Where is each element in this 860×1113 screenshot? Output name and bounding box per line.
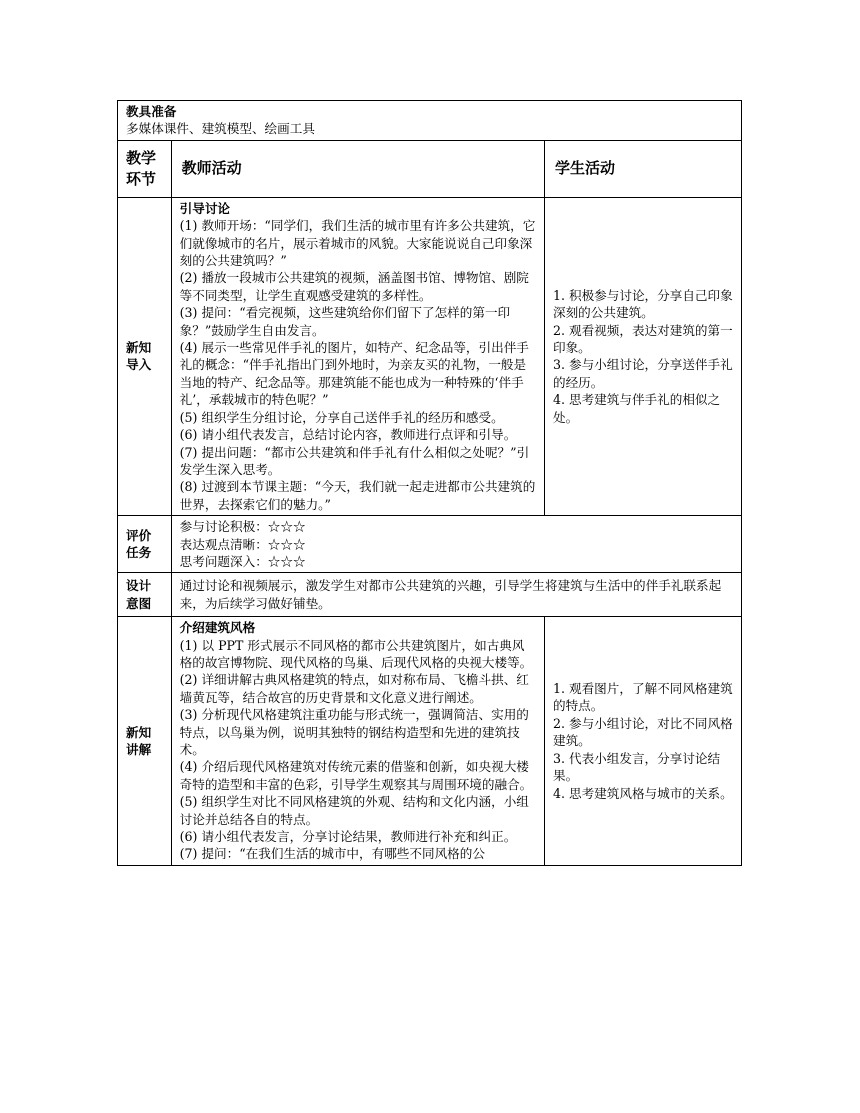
section2-title: 介绍建筑风格 — [179, 620, 256, 636]
design-stage: 设计意图 — [118, 573, 172, 617]
evaluation-item: 思考问题深入：☆☆☆ — [179, 553, 306, 569]
section1-teacher-item: (5) 组织学生分组讨论，分享自己送伴手礼的经历和感受。 — [179, 409, 504, 425]
section2-student-item: 3. 代表小组发言，分享讨论结果。 — [552, 750, 721, 784]
section1-teacher-cell — [171, 197, 544, 515]
section2-teacher-item: (1) 以 PPT 形式展示不同风格的都市公共建筑图片，如古典风格的故宫博物院、现代风格的鸟巢、后现代风格的央视大楼等。 — [179, 637, 533, 670]
section2-student-item: 1. 观看图片，了解不同风格建筑的特点。 — [552, 681, 733, 714]
evaluation-stage: 评价任务 — [118, 516, 172, 573]
section2-teacher-cell — [171, 617, 544, 866]
section2-student-item: 2. 参与小组讨论，对比不同风格建筑。 — [552, 715, 733, 749]
section1-row — [118, 197, 742, 515]
section1-teacher-item: (7) 提出问题：“都市公共建筑和伴手礼有什么相似之处呢？”引发学生深入思考。 — [179, 444, 530, 477]
prep-cell — [118, 101, 742, 141]
prep-row — [118, 101, 742, 141]
section2-teacher-item: (4) 介绍后现代风格建筑对传统元素的借鉴和创新，如央视大楼奇特的造型和丰富的色彩，引导学生观察其与周围环境的融合。 — [179, 759, 533, 792]
prep-content: 多媒体课件、建筑模型、绘画工具 — [126, 121, 315, 137]
design-content: 通过讨论和视频展示，激发学生对都市公共建筑的兴趣，引导学生将建筑与生活中的伴手礼联系起来，为后续学习做好铺垫。 — [179, 578, 722, 611]
section1-stage: 新知导入 — [118, 197, 172, 515]
section1-teacher-item: (6) 请小组代表发言，总结讨论内容，教师进行点评和引导。 — [179, 427, 517, 443]
evaluation-item: 参与讨论积极：☆☆☆ — [179, 519, 306, 535]
section1-teacher-item: (8) 过渡到本节课主题：“今天，我们就一起走进都市公共建筑的世界，去探索它们的魅力。” — [179, 479, 536, 512]
evaluation-item: 表达观点清晰：☆☆☆ — [179, 536, 306, 552]
section1-teacher-item: (2) 播放一段城市公共建筑的视频，涵盖图书馆、博物馆、剧院等不同类型，让学生直观感受建筑的多样性。 — [179, 270, 529, 303]
prep-title: 教具准备 — [126, 104, 177, 119]
design-cell — [171, 573, 741, 617]
header-teacher: 教师活动 — [171, 140, 544, 197]
section2-student-cell — [544, 617, 741, 866]
lesson-plan-table — [117, 100, 742, 866]
section1-teacher-item: (1) 教师开场：“同学们，我们生活的城市里有许多公共建筑，它们就像城市的名片，展示着城市的风貌。大家能说说自己印象深刻的公共建筑吗？” — [179, 218, 536, 269]
section1-student-item: 4. 思考建筑与伴手礼的相似之处。 — [552, 392, 721, 425]
section2-stage: 新知讲解 — [118, 617, 172, 866]
section2-teacher-item: (5) 组织学生对比不同风格建筑的外观、结构和文化内涵，小组讨论并总结各自的特点。 — [179, 794, 529, 827]
header-row — [118, 140, 742, 197]
section1-student-cell — [544, 197, 741, 515]
section1-student-item: 2. 观看视频，表达对建筑的第一印象。 — [552, 322, 733, 356]
header-student: 学生活动 — [544, 140, 741, 197]
header-stage: 教学环节 — [118, 140, 172, 197]
section1-student-item: 3. 参与小组讨论，分享送伴手礼的经历。 — [552, 357, 733, 390]
section2-row — [118, 617, 742, 866]
section2-teacher-item: (2) 详细讲解古典风格建筑的特点，如对称布局、飞檐斗拱、红墙黄瓦等，结合故宫的历史背景和文化意义进行阐述。 — [179, 672, 529, 705]
section2-teacher-item: (3) 分析现代风格建筑注重功能与形式统一，强调简洁、实用的特点，以鸟巢为例，说明其独特的钢结构造型和先进的建筑技术。 — [179, 707, 529, 757]
section2-teacher-item: (6) 请小组代表发言，分享讨论结果，教师进行补充和纠正。 — [179, 829, 517, 845]
section1-student-item: 1. 积极参与讨论，分享自己印象深刻的公共建筑。 — [552, 287, 733, 321]
evaluation-row — [118, 516, 742, 573]
section1-teacher-item: (3) 提问：“看完视频，这些建筑给你们留下了怎样的第一印象？”鼓励学生自由发言。 — [179, 305, 511, 338]
section2-teacher-item: (7) 提问：“在我们生活的城市中，有哪些不同风格的公 — [179, 846, 485, 862]
section2-student-item: 4. 思考建筑风格与城市的关系。 — [552, 785, 733, 801]
section1-title: 引导讨论 — [179, 200, 230, 216]
lesson-plan-page — [117, 100, 742, 866]
design-row — [118, 573, 742, 617]
evaluation-cell — [171, 516, 741, 573]
section1-teacher-item: (4) 展示一些常见伴手礼的图片，如特产、纪念品等，引出伴手礼的概念：“伴手礼指出门到外地时，为亲友买的礼物，一般是当地的特产、纪念品等。那建筑能不能也成为一种特殊的‘伴手礼’，承载城市的特色呢？” — [179, 340, 529, 408]
